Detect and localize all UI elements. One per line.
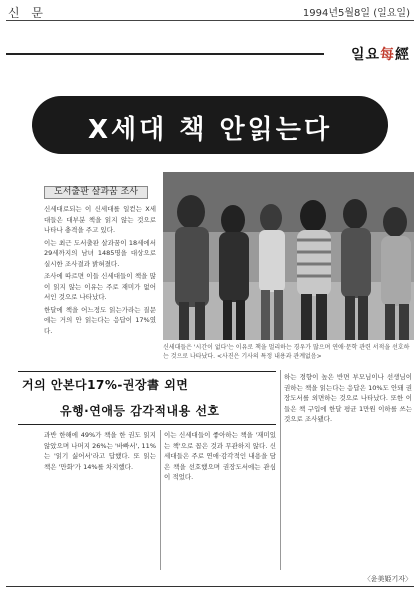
- top-rule: [6, 20, 414, 21]
- byline: 〈윤美姫기자〉: [363, 575, 412, 583]
- footer-rule: [6, 586, 414, 587]
- paragraph: 하는 경향이 높은 반면 부모님이나 선생님이 권하는 책을 읽는다는 응답은 10%도 안돼 권장도서를 외면하는 것으로 나타났다. 또한 이들은 책 구입에 한달 평균 1만원 이하를 쓰는 것으로 조사됐다.: [284, 373, 412, 423]
- section-rule: [6, 53, 324, 55]
- lower-article-column-1: [44, 430, 156, 570]
- section-tag-accent: 每: [380, 47, 395, 63]
- subheading-1: 거의 안본다17%-권장書 외면: [22, 378, 189, 392]
- headline-banner: [32, 96, 388, 154]
- publication-date: 1994년5월8일 (일요일): [302, 8, 410, 19]
- paragraph: 이는 최근 도서출판 살과꿈이 18세에서 29세까지의 남녀 1485명을 대상으로 실시한 조사결과 밝혀졌다.: [44, 238, 156, 268]
- column-divider: [280, 370, 281, 570]
- section-banner: [6, 44, 414, 64]
- paragraph: 한달에 책을 어느정도 읽는가라는 질문에는 거의 안 읽는다는 응답이 17%였다.: [44, 305, 156, 335]
- paragraph: 조사에 따르면 이들 신세대들이 책을 많이 읽지 않는 이유는 주로 재미가 없어서인 것으로 나타났다.: [44, 272, 156, 301]
- subheading-2: 유행·연애등 감각적내용 선호: [60, 404, 220, 418]
- headline: X세대 책 안읽는다: [88, 115, 332, 145]
- subhead-rule-top: [18, 371, 276, 372]
- left-article-column: [44, 204, 156, 362]
- section-tag: [347, 44, 414, 64]
- subhead-rule-bottom: [18, 424, 276, 425]
- source-badge: 도서출판 살과꿈 조사: [44, 186, 148, 199]
- paragraph: 과반 한해에 49%가 책을 한 권도 읽지 않았으며 나머지 26%는 '바빠서', 11%는 '읽기 싫어서'라고 답했다. 또 읽는 책은 '만화'가 14%를 차지했다.: [44, 431, 156, 471]
- paragraph: 신세대로되는 이 신세대를 일컫는 X세대들은 대부분 책을 읽지 않는 것으로 나타나 충격을 주고 있다.: [44, 205, 156, 234]
- photo-caption: 신세대들은 '시간이 없다'는 이유로 책을 멀리하는 경우가 많으며 연애·문학 관련 서적을 선호하는 것으로 나타났다. <사진은 기사의 특정 내용과 관계없음>: [163, 344, 410, 360]
- section-label: 신 문: [8, 6, 47, 20]
- section-tag-post: 經: [395, 47, 410, 63]
- section-tag-pre: 일요: [350, 47, 380, 63]
- lower-article-column-2: [164, 430, 276, 570]
- column-divider: [160, 430, 161, 570]
- news-photo: [163, 172, 414, 340]
- paragraph: 이는 신세대들이 좋아하는 책을 '재미있는 책'으로 꼽은 것과 무관하지 않다. 신세대들은 주로 연애·감각적인 내용을 담은 책을 선호했으며 권장도서에는 관심이 적었다.: [164, 431, 276, 481]
- lower-article-column-3: [284, 372, 412, 570]
